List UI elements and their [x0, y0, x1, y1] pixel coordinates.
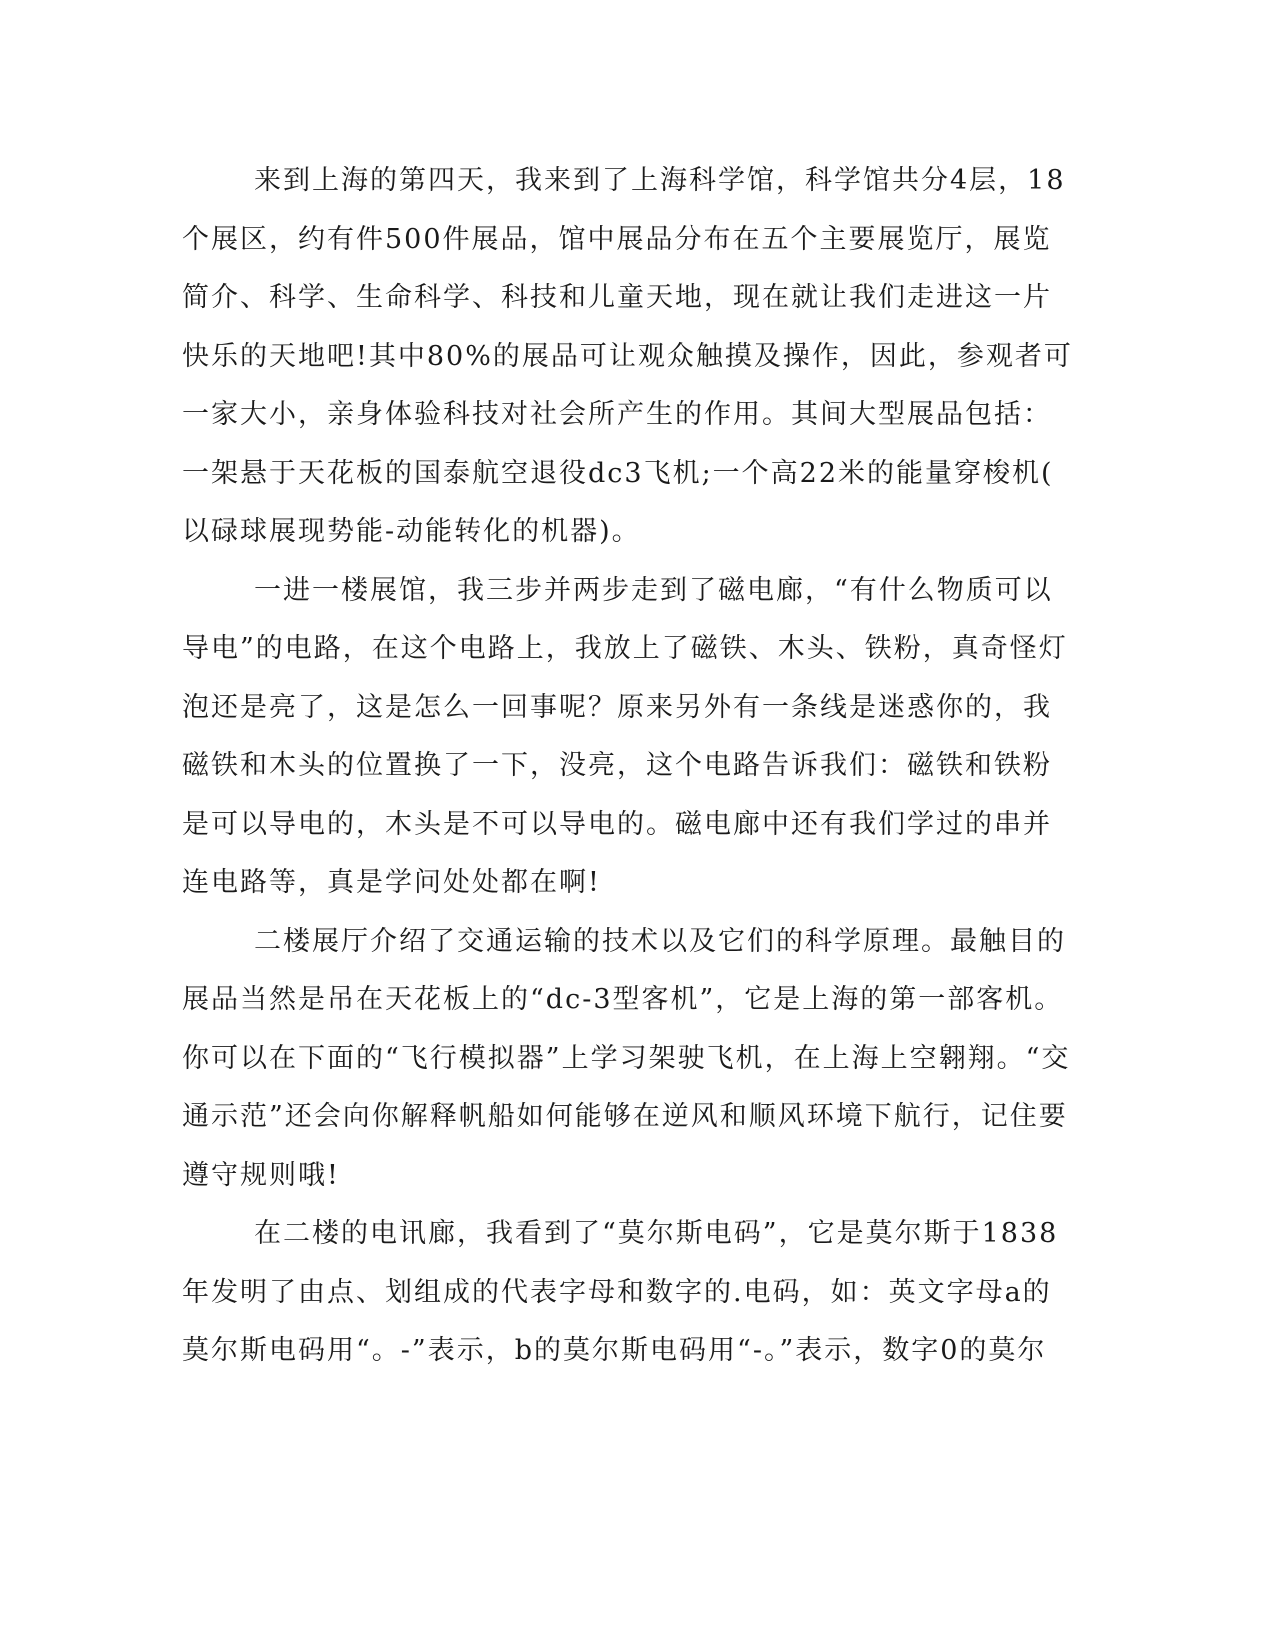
- paragraph-2-line-2: 导电”的电路，在这个电路上，我放上了磁铁、木头、铁粉，真奇怪灯: [182, 633, 1068, 664]
- paragraph-3-line-2: 展品当然是吊在天花板上的“dc-3型客机”，它是上海的第一部客机。: [182, 984, 1064, 1015]
- paragraph-3-line-5: 遵守规则哦!: [182, 1159, 340, 1191]
- paragraph-4-line-3: 莫尔斯电码用“。-”表示，b的莫尔斯电码用“-。”表示，数字0的莫尔: [182, 1335, 1047, 1366]
- essay-body: [182, 152, 1073, 1381]
- paragraph-2-line-4: 磁铁和木头的位置换了一下，没亮，这个电路告诉我们：磁铁和铁粉: [182, 750, 1052, 781]
- paragraph-1-line-4: 快乐的天地吧!其中80%的展品可让观众触摸及操作，因此，参观者可: [182, 340, 1073, 372]
- paragraph-4-line-1: 在二楼的电讯廊，我看到了“莫尔斯电码”，它是莫尔斯于1838: [254, 1218, 1059, 1249]
- paragraph-1-line-1: 来到上海的第四天，我来到了上海科学馆，科学馆共分4层，18: [254, 165, 1066, 196]
- paragraph-3-line-1: 二楼展厅介绍了交通运输的技术以及它们的科学原理。最触目的: [254, 925, 1066, 957]
- paragraph-3-line-4: 通示范”还会向你解释帆船如何能够在逆风和顺风环境下航行，记住要: [182, 1101, 1068, 1132]
- paragraph-3-line-3: 你可以在下面的“飞行模拟器”上学习架驶飞机，在上海上空翱翔。“交: [182, 1042, 1071, 1074]
- paragraph-1-line-5: 一家大小，亲身体验科技对社会所产生的作用。其间大型展品包括：: [182, 399, 1052, 430]
- paragraph-1-line-2: 个展区，约有件500件展品，馆中展品分布在五个主要展览厅，展览: [182, 223, 1052, 255]
- paragraph-1-line-6: 一架悬于天花板的国泰航空退役dc3飞机;一个高22米的能量穿梭机(: [182, 457, 1054, 489]
- paragraph-2-line-5: 是可以导电的，木头是不可以导电的。磁电廊中还有我们学过的串并: [182, 808, 1052, 840]
- paragraph-1-line-3: 简介、科学、生命科学、科技和儿童天地，现在就让我们走进这一片: [182, 282, 1052, 313]
- paragraph-4-line-2: 年发明了由点、划组成的代表字母和数字的.电码，如：英文字母a的: [182, 1276, 1052, 1308]
- paragraph-2-line-1: 一进一楼展馆，我三步并两步走到了磁电廊，“有什么物质可以: [254, 574, 1053, 606]
- paragraph-2-line-3: 泡还是亮了，这是怎么一回事呢？原来另外有一条线是迷惑你的，我: [182, 691, 1052, 723]
- paragraph-2-line-6: 连电路等，真是学问处处都在啊!: [182, 867, 601, 898]
- paragraph-1-line-7: 以碌球展现势能-动能转化的机器)。: [182, 516, 641, 547]
